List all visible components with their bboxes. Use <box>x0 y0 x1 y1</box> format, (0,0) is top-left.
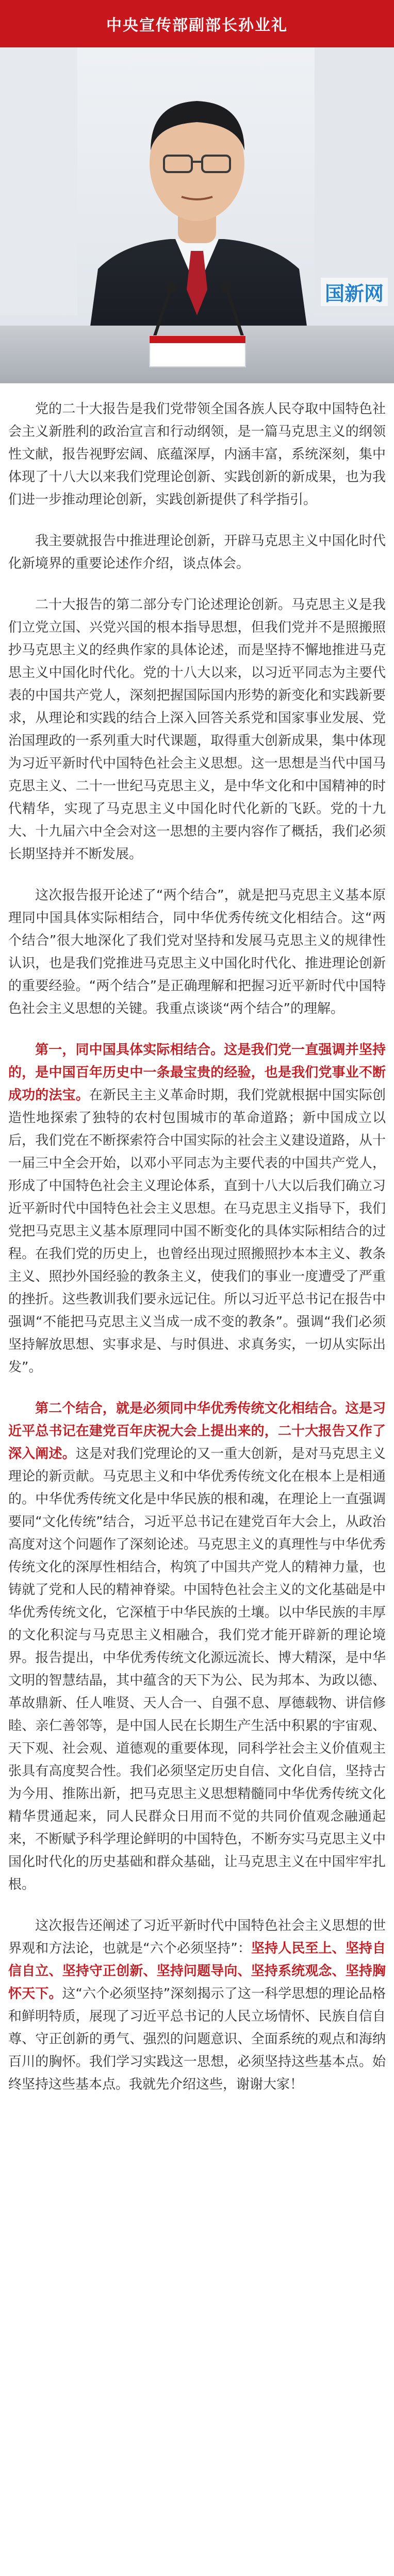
paragraph-text: 党的二十大报告是我们党带领全国各族人民夺取中国特色社会主义新胜利的政治宣言和行动纲领，是一篇马克思主义的纲领性文献，报告视野宏阔、底蕴深厚，内涵丰富，系统深刻，集中体现了十八大以来我们党理论创新、实践创新的新成果，也为我们进一步推动理论创新，实践创新提供了科学指引。 <box>8 401 386 507</box>
article-body <box>0 383 394 2130</box>
paragraph-text: 这“六个必须坚持”深刻揭示了这一科学思想的理论品格和鲜明特质，展现了习近平总书记的人民立场情怀、民族自信自尊、守正创新的勇气、强烈的问题意识、全面系统的观点和海纳百川的胸怀。我们学习实践这一思想，必须坚持这些基本点。始终坚持这些基本点。我就先介绍这些，谢谢大家！ <box>8 1986 386 2092</box>
article-paragraph <box>8 1039 386 1379</box>
highlight-text: 第一，同中国具体实际相结合。这是我们党一直强调并坚持的，是中国百年历史中一条最宝贵的经验，也是我们党事业不断成功的法宝。 <box>8 1042 386 1103</box>
highlight-text: 坚持人民至上、坚持自信自立、坚持守正创新、坚持问题导向、坚持系统观念、坚持胸怀天下。 <box>8 1941 386 2002</box>
article-paragraph <box>8 398 386 511</box>
article-paragraph <box>8 594 386 866</box>
speaker-title: 中央宣传部副部长孙业礼 <box>106 16 288 35</box>
speaker-photo <box>0 47 394 383</box>
paragraph-text: 这次报告报开论述了“两个结合”，就是把马克思主义基本原理同中国具体实际相结合，同中华优秀传统文化相结合。这“两个结合”很大地深化了我们党对坚持和发展马克思主义的规律性认识，也是我们党推进马克思主义中国化时代化、推进理论创新的重要经验。“两个结合”是正确理解和把握习近平新时代中国特色社会主义思想的关键。我重点谈谈“两个结合”的理解。 <box>8 888 386 1016</box>
paragraph-text: 在新民主主义革命时期，我们党就根据中国实际创造性地探索了独特的农村包围城市的革命道路；新中国成立以后，我们党在不断探索符合中国实际的社会主义建设道路，从十一届三中全会开始，以邓小平同志为主要代表的中国共产党人，形成了中国特色社会主义理论体系，直到十八大以后我们确立习近平新时代中国特色社会主义思想。在马克思主义指导下，我们党把马克思主义基本原理同中国不断变化的具体实际相结合的过程。在我们党的历史上，也曾经出现过照搬照抄本本主义、教条主义、照抄外国经验的教条主义，使我们的事业一度遭受了严重的挫折。这些教训我们要永远记住。所以习近平总书记在报告中强调“不能把马克思主义当成一成不变的教条”。强调“我们必须坚持解放思想、实事求是、与时俱进、求真务实，一切从实际出发”。 <box>8 1088 386 1375</box>
paragraph-text: 我主要就报告中推进理论创新，开辟马克思主义中国化时代化新境界的重要论述作介绍，谈点体会。 <box>8 533 386 571</box>
article-paragraph <box>8 1914 386 2096</box>
article-paragraph <box>8 530 386 575</box>
paragraph-text: 这次报告还阐述了习近平新时代中国特色社会主义思想的世界观和方法论，也就是“六个必须坚持”： <box>8 1918 386 1956</box>
article-paragraph <box>8 884 386 1020</box>
article-paragraph <box>8 1397 386 1896</box>
paragraph-text: 这是对我们党理论的又一重大创新，是对马克思主义理论的新贡献。马克思主义和中华优秀传统文化在根本上是相通的。中华优秀传统文化是中华民族的根和魂，在理论上一直强调要同“文化传统”结合，习近平总书记在建党百年大会上，从政治高度对这个问题作了深刻论述。马克思主义的真理性与中华优秀传统文化的深厚性相结合，构筑了中国共产党人的精神力量，也铸就了党和人民的精神脊梁。中国特色社会主义的文化基础是中华优秀传统文化，它深植于中华民族的土壤。以中华民族的丰厚的文化积淀与马克思主义相融合，我们党才能开辟新的理论境界。报告提出，中华优秀传统文化源远流长、博大精深，是中华文明的智慧结晶，其中蕴含的天下为公、民为邦本、为政以德、革故鼎新、任人唯贤、天人合一、自强不息、厚德载物、讲信修睦、亲仁善邻等，是中国人民在长期生产生活中积累的宇宙观、天下观、社会观、道德观的重要体现，同科学社会主义价值观主张具有高度契合性。我们必须坚定历史自信、文化自信，坚持古为今用、推陈出新，把马克思主义思想精髓同中华优秀传统文化精华贯通起来，同人民群众日用而不觉的共同价值观念融通起来，不断赋予科学理论鲜明的中国特色，不断夯实马克思主义中国化时代化的历史基础和群众基础，让马克思主义在中国牢牢扎根。 <box>8 1446 386 1892</box>
paragraph-text: 二十大报告的第二部分专门论述理论创新。马克思主义是我们立党立国、兴党兴国的根本指导思想，但我们党并不是照搬照抄马克思主义的经典作家的具体论述，而是坚持不懈地推进马克思主义中国化时代化。党的十八大以来，以习近平同志为主要代表的中国共产党人，深刻把握国际国内形势的新变化和实践新要求，从理论和实践的结合上深入回答关系党和国家事业发展、党治国理政的一系列重大时代课题，取得重大创新成果，集中体现为习近平新时代中国特色社会主义思想。这一思想是当代中国马克思主义、二十一世纪马克思主义，是中华文化和中国精神的时代精华，实现了马克思主义中国化时代化新的飞跃。党的十九大、十九届六中全会对这一思想的主要内容作了概括，我们必须长期坚持并不断发展。 <box>8 597 386 862</box>
watermark-logo: 国新网 <box>321 278 388 306</box>
speaker-illustration <box>0 47 394 383</box>
title-banner <box>0 0 394 47</box>
highlight-text: 第二个结合，就是必须同中华优秀传统文化相结合。这是习近平总书记在建党百年庆祝大会上提出来的，二十大报告又作了深入阐述。 <box>8 1401 386 1462</box>
